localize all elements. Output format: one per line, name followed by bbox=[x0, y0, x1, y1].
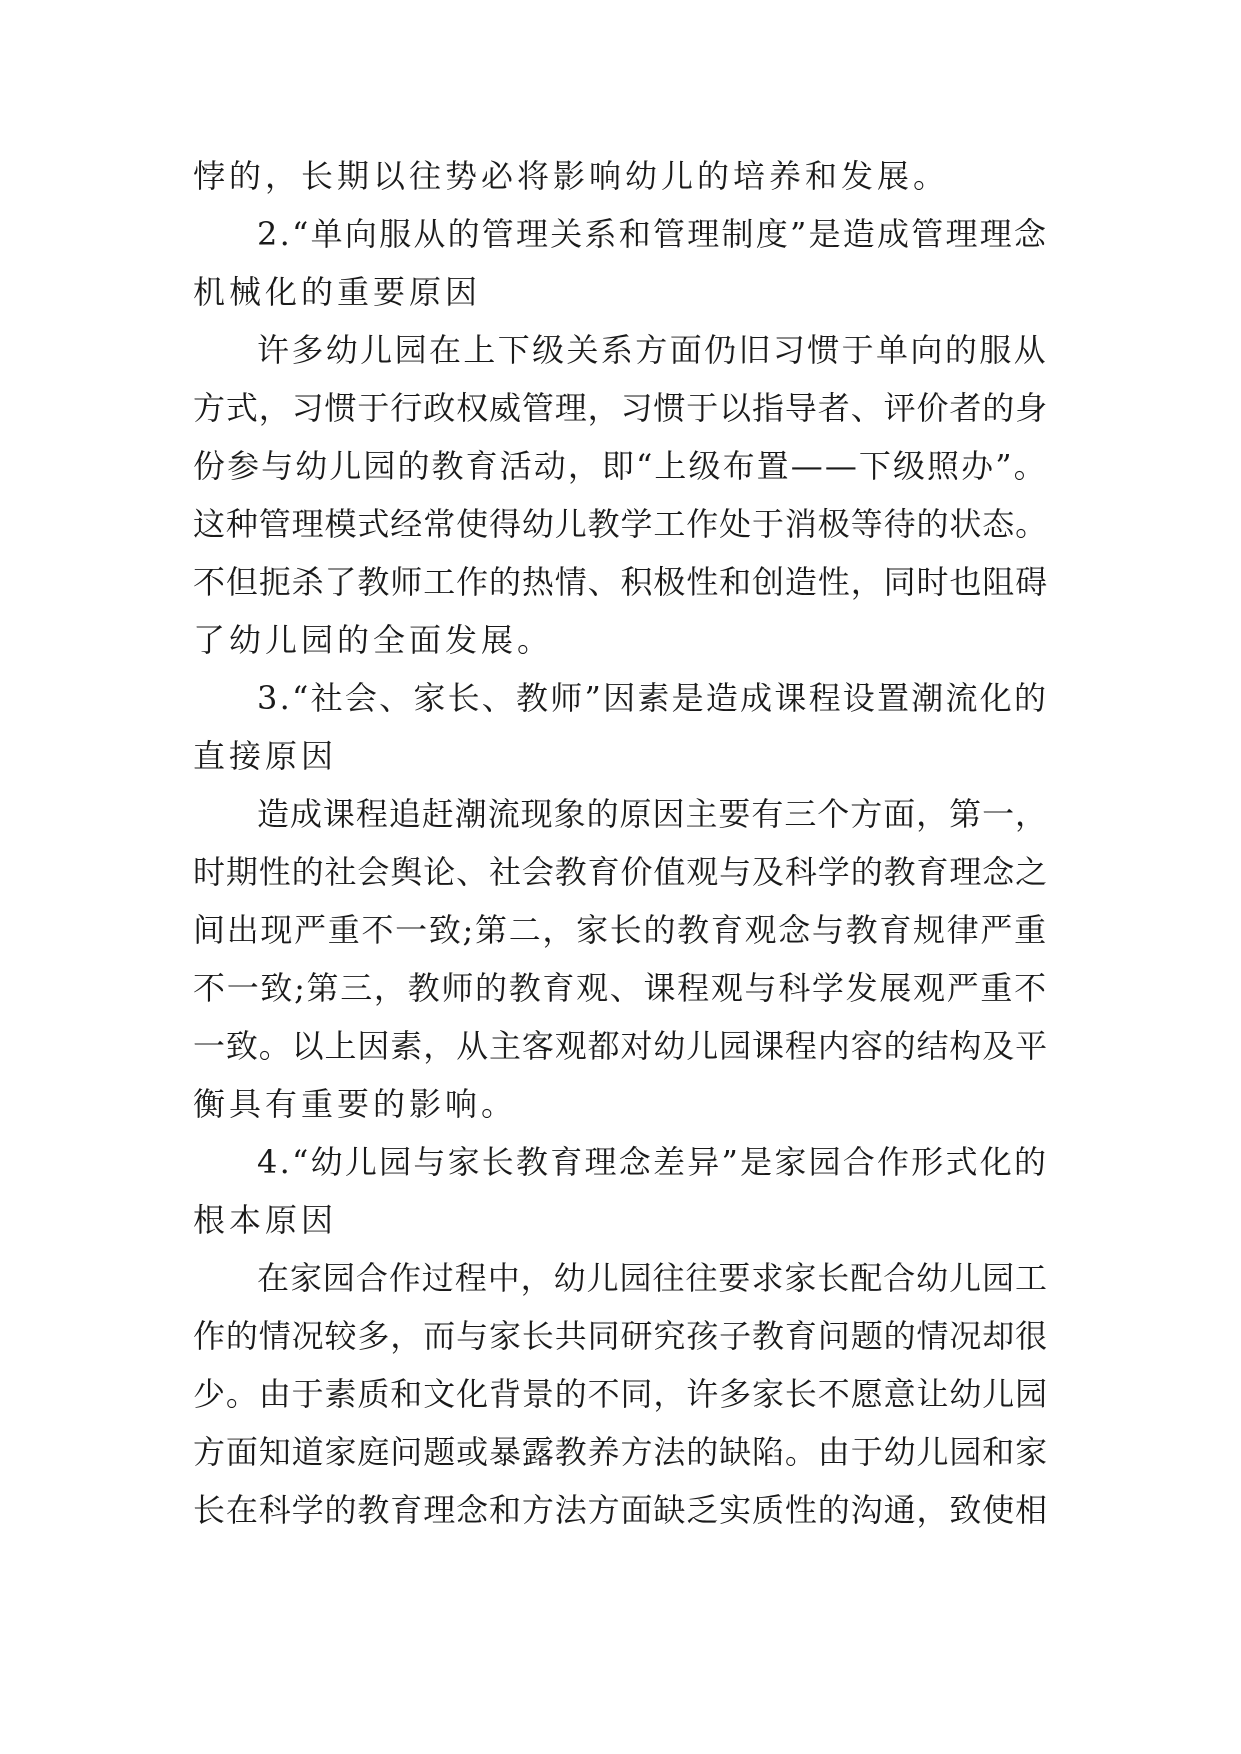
text-line: 份参与幼儿园的教育活动，即“上级布置——下级照办”。 bbox=[193, 447, 1048, 485]
section-heading-line: 3.“社会、家长、教师”因素是造成课程设置潮流化的 bbox=[257, 679, 1049, 717]
section-heading-line: 机械化的重要原因 bbox=[193, 273, 482, 311]
text-line: 不一致;第三，教师的教育观、课程观与科学发展观严重不 bbox=[193, 969, 1048, 1007]
text-line: 长在科学的教育理念和方法方面缺乏实质性的沟通，致使相 bbox=[193, 1491, 1049, 1529]
section-heading-line: 2.“单向服从的管理关系和管理制度”是造成管理理念 bbox=[257, 215, 1049, 253]
text-line: 不但扼杀了教师工作的热情、积极性和创造性，同时也阻碍 bbox=[193, 563, 1049, 601]
text-line: 许多幼儿园在上下级关系方面仍旧习惯于单向的服从 bbox=[257, 331, 1049, 369]
text-line: 一致。以上因素，从主客观都对幼儿园课程内容的结构及平 bbox=[193, 1027, 1049, 1065]
text-line: 间出现严重不一致;第二，家长的教育观念与教育规律严重 bbox=[193, 911, 1048, 949]
text-line: 方式，习惯于行政权威管理，习惯于以指导者、评价者的身 bbox=[193, 389, 1049, 427]
text-line: 方面知道家庭问题或暴露教养方法的缺陷。由于幼儿园和家 bbox=[193, 1433, 1049, 1471]
text-line: 造成课程追赶潮流现象的原因主要有三个方面，第一， bbox=[257, 795, 1049, 833]
text-line: 时期性的社会舆论、社会教育价值观与及科学的教育理念之 bbox=[193, 853, 1049, 891]
text-line: 这种管理模式经常使得幼儿教学工作处于消极等待的状态。 bbox=[193, 505, 1049, 543]
text-line: 了幼儿园的全面发展。 bbox=[193, 621, 554, 659]
text-line: 少。由于素质和文化背景的不同，许多家长不愿意让幼儿园 bbox=[193, 1375, 1049, 1413]
section-heading-line: 直接原因 bbox=[193, 737, 338, 775]
section-heading-line: 4.“幼儿园与家长教育理念差异”是家园合作形式化的 bbox=[257, 1143, 1049, 1181]
text-line: 作的情况较多，而与家长共同研究孩子教育问题的情况却很 bbox=[193, 1317, 1049, 1355]
text-line: 悖的，长期以往势必将影响幼儿的培养和发展。 bbox=[193, 157, 950, 195]
text-line: 衡具有重要的影响。 bbox=[193, 1085, 518, 1123]
text-line: 在家园合作过程中，幼儿园往往要求家长配合幼儿园工 bbox=[257, 1259, 1049, 1297]
section-heading-line: 根本原因 bbox=[193, 1201, 338, 1239]
